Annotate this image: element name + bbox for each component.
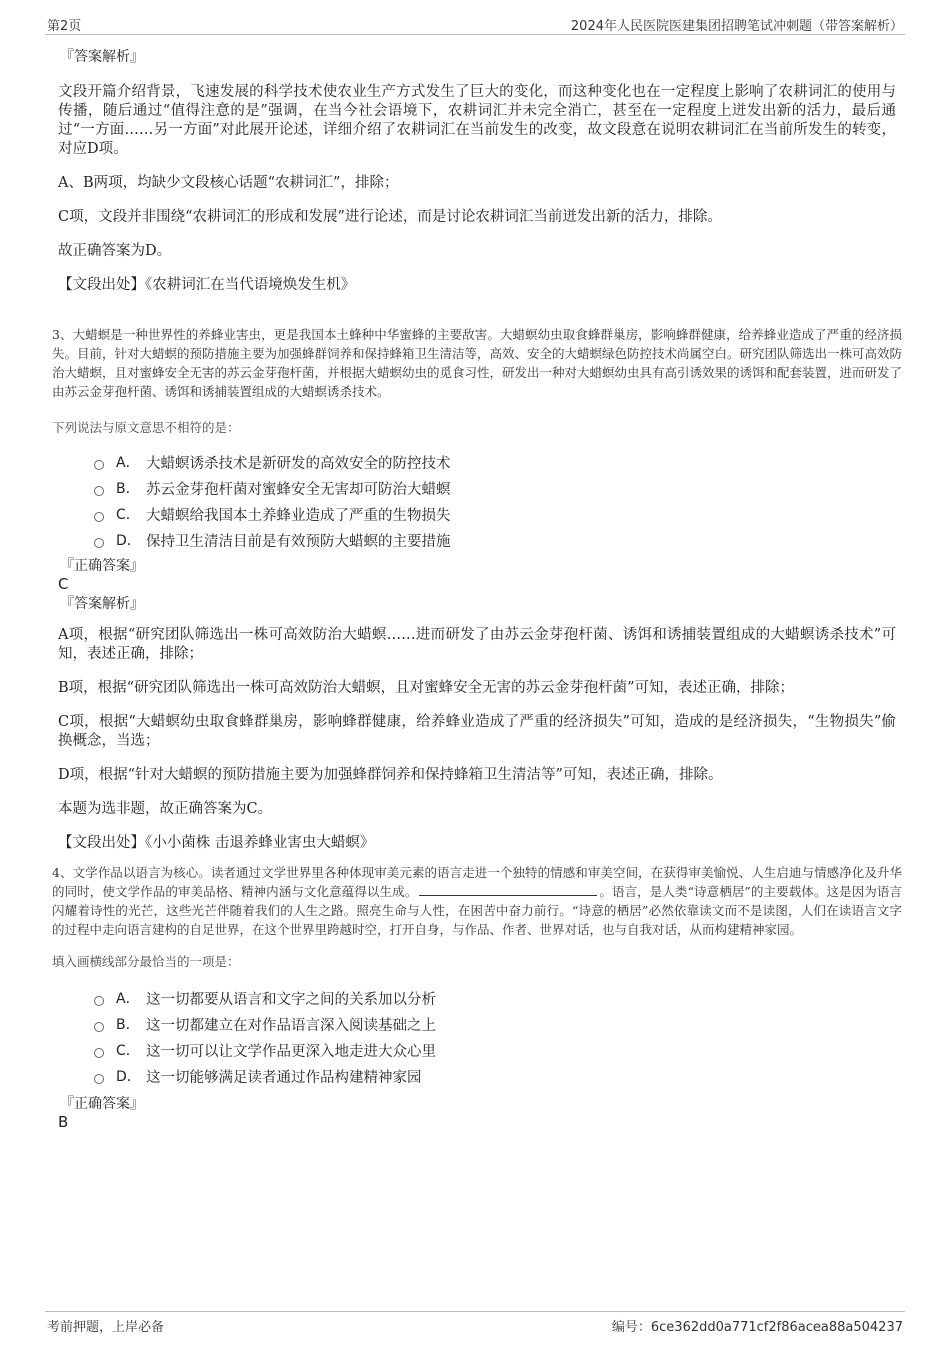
q3-option-d[interactable]: D． 保持卫生清洁目前是有效预防大蜡螟的主要措施 [94, 527, 896, 553]
q2-analysis-label: 『答案解析』 [60, 49, 144, 65]
option-text: 这一切能够满足读者通过作品构建精神家园 [146, 1069, 422, 1086]
option-text: 这一切可以让文学作品更深入地走进大众心里 [146, 1043, 436, 1060]
q2-analysis-p2: A、B两项，均缺少文段核心话题“农耕词汇”，排除； [58, 175, 399, 191]
radio-icon[interactable] [94, 1048, 104, 1058]
q2-source: 【文段出处】《农耕词汇在当代语境焕发生机》 [58, 277, 356, 293]
q3-answer: C [58, 575, 69, 593]
q2-analysis-conclusion: 故正确答案为D。 [58, 243, 172, 259]
radio-icon[interactable] [94, 1074, 104, 1084]
q3-analysis-d: D项，根据“针对大蜡螟的预防措施主要为加强蜂群饲养和保持蜂箱卫生清洁等”可知，表述正确，排除。 [58, 767, 723, 783]
radio-icon[interactable] [94, 996, 104, 1006]
radio-icon[interactable] [94, 538, 104, 548]
q3-answer-label: 『正确答案』 [60, 558, 144, 574]
q4-option-d[interactable]: D． 这一切能够满足读者通过作品构建精神家园 [94, 1063, 896, 1089]
q3-analysis-a: A项，根据“研究团队筛选出一株可高效防治大蜡螟……进而研发了由苏云金芽孢杆菌、诱饵和诱捕装置组成的大蜡螟诱杀技术”可知，表述正确，排除； [58, 627, 896, 662]
q4-options [94, 985, 896, 1089]
q4-answer: B [58, 1113, 69, 1131]
page-number: 第2页 [47, 19, 82, 34]
q4-stem: 4、文学作品以语言为核心。读者通过文学世界里各种体现审美元素的语言走进一个独特的情感和审美空间，在获得审美愉悦、人生启迪与情感净化及升华的同时，使文学作品的审美品格、精神内涵与文化意蕴得以生成。 。语言，是人类“诗意栖居”的主要载体。这是因为语言闪耀着诗性的光芒，这些光芒伴随着我们的人生之路。照亮生命与人性，在困苦中奋力前行。“诗意的栖居”必然依靠读文而不是读图，人们在读语言文字的过程中走向语言建构的自足世界，在这个世界里跨越时空，打开自身，与作品、作者、世界对话，也与自我对话，从而构建精神家园。 [52, 865, 902, 937]
q3-analysis-conclusion: 本题为选非题，故正确答案为C。 [58, 801, 273, 817]
q4-option-c[interactable]: C． 这一切可以让文学作品更深入地走进大众心里 [94, 1037, 896, 1063]
document-content [52, 44, 903, 1131]
radio-icon[interactable] [94, 1022, 104, 1032]
footer-slogan: 考前押题，上岸必备 [47, 1320, 165, 1335]
radio-icon[interactable] [94, 512, 104, 522]
page-footer [45, 1311, 905, 1336]
option-text: 这一切都建立在对作品语言深入阅读基础之上 [146, 1017, 436, 1034]
q3-source: 【文段出处】《小小菌株 击退养蜂业害虫大蜡螟》 [58, 835, 375, 851]
q3-option-c[interactable]: C． 大蜡螟给我国本土养蜂业造成了严重的生物损失 [94, 501, 896, 527]
q3-analysis-b: B项，根据“研究团队筛选出一株可高效防治大蜡螟，且对蜜蜂安全无害的苏云金芽孢杆菌”可知，表述正确，排除； [58, 680, 794, 696]
q4-answer-label: 『正确答案』 [60, 1096, 144, 1112]
q2-analysis-p1: 文段开篇介绍背景，飞速发展的科学技术使农业生产方式发生了巨大的变化，而这种变化也在一定程度上影响了农耕词汇的使用与传播，随后通过“值得注意的是”强调，在当今社会语境下，农耕词汇并未完全消亡，甚至在一定程度上迸发出新的活力，最后通过“一方面……另一方面”对此展开论述，详细介绍了农耕词汇在当前发生的改变，故文段意在说明农耕词汇在当前所发生的转变，对应D项。 [58, 84, 896, 157]
q4-prompt: 填入画横线部分最恰当的一项是： [52, 954, 240, 969]
q3-options [94, 449, 896, 553]
option-text: 这一切都要从语言和文字之间的关系加以分析 [146, 991, 436, 1008]
q4-option-b[interactable]: B． 这一切都建立在对作品语言深入阅读基础之上 [94, 1011, 896, 1037]
page-header [45, 12, 905, 35]
q4-option-a[interactable]: A． 这一切都要从语言和文字之间的关系加以分析 [94, 985, 896, 1011]
q2-analysis-p3: C项，文段并非围绕“农耕词汇的形成和发展”进行论述，而是讨论农耕词汇当前迸发出新的活力，排除。 [58, 209, 722, 225]
q3-option-b[interactable]: B． 苏云金芽孢杆菌对蜜蜂安全无害却可防治大蜡螟 [94, 475, 896, 501]
option-text: 苏云金芽孢杆菌对蜜蜂安全无害却可防治大蜡螟 [146, 481, 451, 498]
option-text: 大蜡螟诱杀技术是新研发的高效安全的防控技术 [146, 455, 451, 472]
q3-analysis-label: 『答案解析』 [60, 596, 144, 612]
q3-option-a[interactable]: A． 大蜡螟诱杀技术是新研发的高效安全的防控技术 [94, 449, 896, 475]
fill-blank [419, 882, 597, 896]
q3-analysis-c: C项，根据“大蜡螟幼虫取食蜂群巢房，影响蜂群健康，给养蜂业造成了严重的经济损失”可知，造成的是经济损失，“生物损失”偷换概念，当选； [58, 714, 896, 749]
option-text: 大蜡螟给我国本土养蜂业造成了严重的生物损失 [146, 507, 451, 524]
option-text: 保持卫生清洁目前是有效预防大蜡螟的主要措施 [146, 533, 451, 550]
document-code: 编号：6ce362dd0a771cf2f86acea88a504237 [611, 1320, 903, 1335]
radio-icon[interactable] [94, 486, 104, 496]
radio-icon[interactable] [94, 460, 104, 470]
q3-stem: 3、大蜡螟是一种世界性的养蜂业害虫，更是我国本土蜂种中华蜜蜂的主要敌害。大蜡螟幼虫取食蜂群巢房，影响蜂群健康，给养蜂业造成了严重的经济损失。目前，针对大蜡螟的预防措施主要为加强蜂群饲养和保持蜂箱卫生清洁等，高效、安全的大蜡螟绿色防控技术尚属空白。研究团队筛选出一株可高效防治大蜡螟，且对蜜蜂安全无害的苏云金芽孢杆菌，并根据大蜡螟幼虫的觅食习性，研发出一种对大蜡螟幼虫具有高引诱效果的诱饵和配套装置，进而研发了由苏云金芽孢杆菌、诱饵和诱捕装置组成的大蜡螟诱杀技术。 [52, 327, 903, 399]
q3-prompt: 下列说法与原文意思不相符的是： [52, 420, 240, 435]
document-title: 2024年人民医院医建集团招聘笔试冲刺题（带答案解析） [570, 19, 903, 34]
